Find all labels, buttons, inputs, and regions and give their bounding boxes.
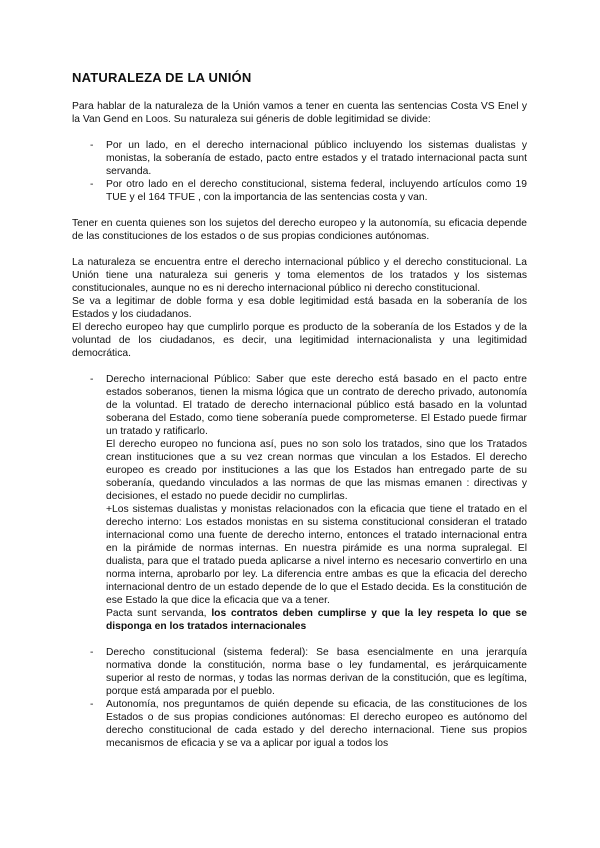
pacta-label: Pacta sunt servanda, [106,608,212,619]
list-item: - Por un lado, en el derecho internacional público incluyendo los sistemas dualistas y monistas, la soberanía de estado, pacto entre estados y el tratado internacional pacta sunt servanda. [72,139,527,178]
nature-paragraph: La naturaleza se encuentra entre el derecho internacional público y el derecho constitucional. La Unión tiene una naturaleza sui generis y toma elementos de los tratados y los sistemas constitucionales, aunque no es ni derecho internacional público ni derecho constitucional. [72,257,527,294]
document-body [72,100,527,750]
legitimacy-list [72,139,527,204]
law-types-list [72,373,527,750]
list-item: - Por otro lado en el derecho constitucional, sistema federal, incluyendo artículos como 19 TUE y el 164 TFUE , con la importancia de las sentencias costa y van. [72,178,527,204]
intro-paragraph: Para hablar de la naturaleza de la Unión vamos a tener en cuenta las sentencias Costa VS Enel y la Van Gend en Loos. Su naturaleza sui géneris de doble legitimidad se divide: [72,101,527,125]
legitimacy-paragraph: Se va a legitimar de doble forma y esa doble legitimidad está basada en la soberanía de los Estados y los ciudadanos. [72,296,527,320]
pacta-bold-text: los contratos deben cumplirse y que la ley respeta lo que se disponga en los tratados internacionales [106,608,527,632]
list-item-constitutional-law: - Derecho constitucional (sistema federal): Se basa esencialmente en una jerarquía normativa donde la constitución, norma base o ley fundamental, es jerárquicamente superior al resto de normas, y todas las normas derivan de la constitución, que es legítima, porque está amparada por el pueblo. [72,646,527,698]
list-paragraph: El derecho europeo no funciona así, pues no son solo los tratados, sino que los Tratados crean instituciones que a su vez crean normas que vinculan a los Estados. El derecho europeo es creado por instituciones a las que los Estados han entregado parte de su soberanía, quedando vinculados a las normas de que las mismas emanen : directivas y decisiones, el estado no puede decidir no cumplirlas. [106,439,527,502]
list-paragraph: - Derecho internacional Público: Saber que este derecho está basado en el pacto entre estados soberanos, tienen la misma lógica que un contrato de derecho privado, autonomía de la voluntad. El tratado de derecho internacional público está basado en la voluntad soberana del Estado, como tiene soberanía puede comprometerse. El Estado puede firmar un tratado y ratificarlo. [106,374,527,437]
subjects-paragraph: Tener en cuenta quienes son los sujetos del derecho europeo y la autonomía, su eficacia depende de las constituciones de los estados o de sus propias condiciones autónomas. [72,218,527,242]
compliance-paragraph: El derecho europeo hay que cumplirlo porque es producto de la soberanía de los Estados y de la voluntad de los ciudadanos, es decir, una legitimidad internacionalista y una legitimidad democrática. [72,322,527,359]
document-title: NATURALEZA DE LA UNIÓN [72,70,252,85]
list-paragraph: +Los sistemas dualistas y monistas relacionados con la eficacia que tiene el tratado en el derecho interno: Los estados monistas en su sistema constitucional consideran el tratado internacional como una fuente de derecho interno, entonces el tratado internacional entra en la pirámide de normas internas. En nuestra pirámide es una norma supralegal. El dualista, para que el tratado pueda aplicarse a nivel interno es necesario convertirlo en una norma interna, aprobarlo por ley. La diferencia entre ambas es que la eficacia del derecho internacional dentro de un estado depende de lo que el Estado decida. Es la constitución de ese Estado la que dice la eficacia que va a tener. [106,504,527,606]
pacta-sunt-servanda-paragraph [106,607,527,633]
list-item-international-law [72,373,527,646]
list-item-autonomy: - Autonomía, nos preguntamos de quién depende su eficacia, de las constituciones de los Estados o de sus propias condiciones autónomas: El derecho europeo es autónomo del derecho constitucional de cada estado y del derecho internacional. Tiene sus propios mecanismos de eficacia y se va a aplicar por igual a todos los [72,698,527,750]
